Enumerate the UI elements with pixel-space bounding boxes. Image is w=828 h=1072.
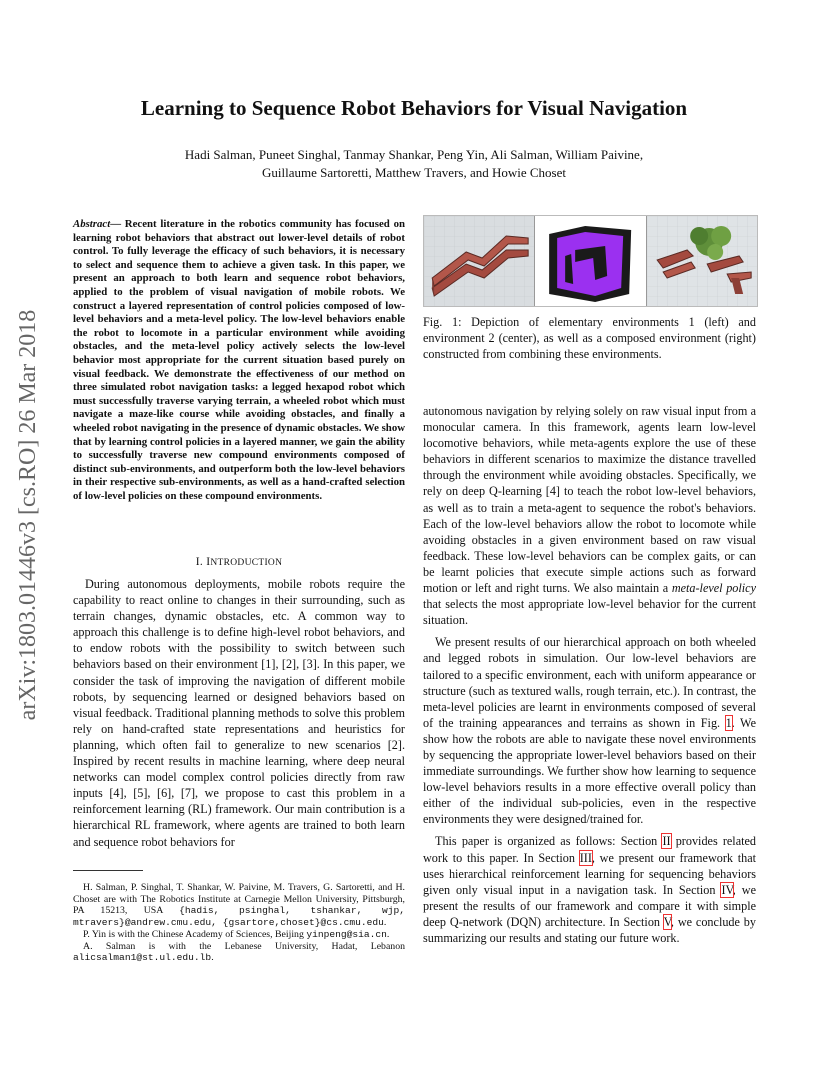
figure-panel-composed-environment	[647, 216, 757, 306]
abstract-label: Abstract	[73, 218, 111, 230]
abstract-text: — Recent literature in the robotics community has focused on learning robot behaviors that abstract out lower-level details of robot control. To fully leverage the efficacy of such behaviors, it is necessary to select and sequence them to achieve a given task. In this paper, we present an approach to both learn and sequence robot behaviors, applied to the problem of visual navigation of mobile robots. We construct a layered representation of control policies composed of low-level behaviors and a meta-level policy. The low-level behaviors enable the robot to locomote in a particular environment while avoiding obstacles, and the meta-level policy actively selects the low-level behavior most appropriate for the current situation based purely on visual feedback. We demonstrate the effectiveness of our method on three simulated robot navigation tasks: a legged hexapod robot which must successfully traverse varying terrain, a wheeled robot which must navigate a maze-like course while avoiding obstacles, and finally a wheeled robot navigating in the presence of dynamic obstacles. We show that by learning control policies in a layered manner, we gain the ability to successfully traverse new compound environments composed of distinct sub-environments, and outperform both the low-level behaviors in their respective sub-environments, as well as a hand-crafted selection of low-level policies on these compound environments.	[73, 218, 406, 502]
figure-panel-environment-1	[424, 216, 535, 306]
footnote-affiliation-cmu: H. Salman, P. Singhal, T. Shankar, W. Paivine, M. Travers, G. Sartoretti, and H. Choset are with The Robotics Institute at Carnegie Mellon University, Pittsburgh, PA 15213, USA {hadis, psinghal, tshankar, wjp, mtravers}@andrew.cmu.edu, {gsartore,choset}@cs.cmu.edu.	[73, 882, 406, 929]
section-heading-introduction: I. INTRODUCTION	[195, 556, 283, 568]
footnote-email: {hadis, psinghal, tshankar, wjp, mtravers}@andrew.cmu.edu, {gsartore,choset}@cs.cmu.edu	[73, 905, 406, 929]
authors-line-2: Guillaume Sartoretti, Matthew Travers, and Howie Choset	[261, 165, 566, 180]
section-ref-link[interactable]: IV	[721, 882, 733, 897]
footnote-email: yinpeng@sia.cn	[306, 928, 387, 940]
authors-line-1: Hadi Salman, Puneet Singhal, Tanmay Shankar, Peng Yin, Ali Salman, William Paivine,	[184, 147, 644, 162]
composed-environment-image	[647, 216, 757, 306]
figure-panel-environment-2	[535, 216, 646, 306]
paper-title: Learning to Sequence Robot Behaviors for Visual Navigation	[140, 96, 688, 120]
intro-right-column	[423, 403, 756, 952]
footnote-rule	[73, 870, 143, 871]
figure-1	[423, 215, 758, 307]
section-ref-link[interactable]: II	[662, 834, 671, 849]
section-ref-link[interactable]: V	[663, 914, 671, 929]
purple-maze-image	[535, 216, 645, 306]
intro-paragraph: This paper is organized as follows: Section II provides related work to this paper. In Section III, we present our framework that uses hierarchical reinforcement learning for sequencing behaviors given only visual input in a navigation task. In Section IV, we present the results of our framework and compare it with simple deep Q-network (DQN) architecture. In Section V, we conclude by summarizing our results and stating our future work.	[423, 834, 756, 945]
footnote-email: alicsalman1@st.ul.edu.lb	[73, 952, 212, 964]
intro-paragraph: During autonomous deployments, mobile robots require the capability to react online to changes in their surrounding, such as terrain changes, dynamic obstacles, etc. A common way to approach this challenge is to define high-level robot behaviors, and to endow robots with the possibility to switch between such behaviors based on their environment [1], [2], [3]. In this paper, we consider the task of improving the navigation of different mobile robots, by sequencing learned or designed behaviors based on visual feedback. Traditional planning methods to solve this problem rely on hand-crafted state representations and heuristics for planning, which often fail to generalize to new scenarios [2]. Inspired by recent results in machine learning, where deep neural networks can model complex control policies directly from raw inputs [4], [5], [6], [7], we propose to cast this problem in a reinforcement learning (RL) framework. Our main contribution is a hierarchical RL framework, where agents are trained to both learn and sequence robot behaviors for	[73, 577, 405, 849]
emphasis-meta-level-policy: meta-level policy	[671, 581, 756, 596]
intro-left-column	[73, 576, 405, 850]
figure-ref-link[interactable]: 1	[725, 715, 732, 730]
arxiv-watermark: arXiv:1803.01446v3 [cs.RO] 26 Mar 2018	[15, 309, 41, 721]
intro-paragraph: We present results of our hierarchical approach on both wheeled and legged robots in simulation. Our low-level behaviors are tailored to a specific environment, each with uniform appearance or structure (such as textured walls, rough terrain, etc.). In contrast, the meta-level policies are learnt in environments composed of several of the training appearances and terrains as shown in Fig. 1. We show how the robots are able to navigate these novel environments by sequencing the appropriate lower-level behaviors based on their immediate surroundings. We further show how learning to sequence low-level behaviors results in a more effective overall policy than either of the individual sub-policies, even in the respective environments they were designed/trained for.	[423, 635, 756, 827]
abstract	[73, 218, 405, 503]
figure-1-caption: Fig. 1: Depiction of elementary environments 1 (left) and environment 2 (center), as well as a composed environment (right) constructed from combining these environments.	[423, 315, 756, 362]
section-ref-link[interactable]: III	[579, 850, 592, 865]
footnote-affiliation-cas: P. Yin is with the Chinese Academy of Sciences, Beijing yinpeng@sia.cn.	[83, 928, 390, 940]
zigzag-walls-image	[424, 216, 534, 306]
author-list	[120, 146, 708, 182]
footnote-affiliation-lebanese: A. Salman is with the Lebanese University, Hadat, Lebanon alicsalman1@st.ul.edu.lb.	[73, 940, 405, 964]
intro-paragraph: autonomous navigation by relying solely on raw visual input from a monocular camera. In this framework, agents learn low-level locomotive behaviors, while meta-agents explore the use of these behaviors in different scenarios to maximize the distance travelled through the environment while avoiding obstacles. Specifically, we rely on deep Q-learning [4] to teach the robot low-level behaviors, as well as to train a meta-agent to sequence the robot's behaviors. Each of the low-level behaviors allow the robot to locomote while avoiding obstacles in a given environment based on raw visual feedback. These low-level behaviors can be complex gaits, or can be learnt policies that execute simple actions such as forward motion or left and right turns. We also maintain a meta-level policy that selects the most appropriate low-level behavior for the current situation.	[423, 404, 756, 628]
footnotes	[73, 882, 405, 964]
